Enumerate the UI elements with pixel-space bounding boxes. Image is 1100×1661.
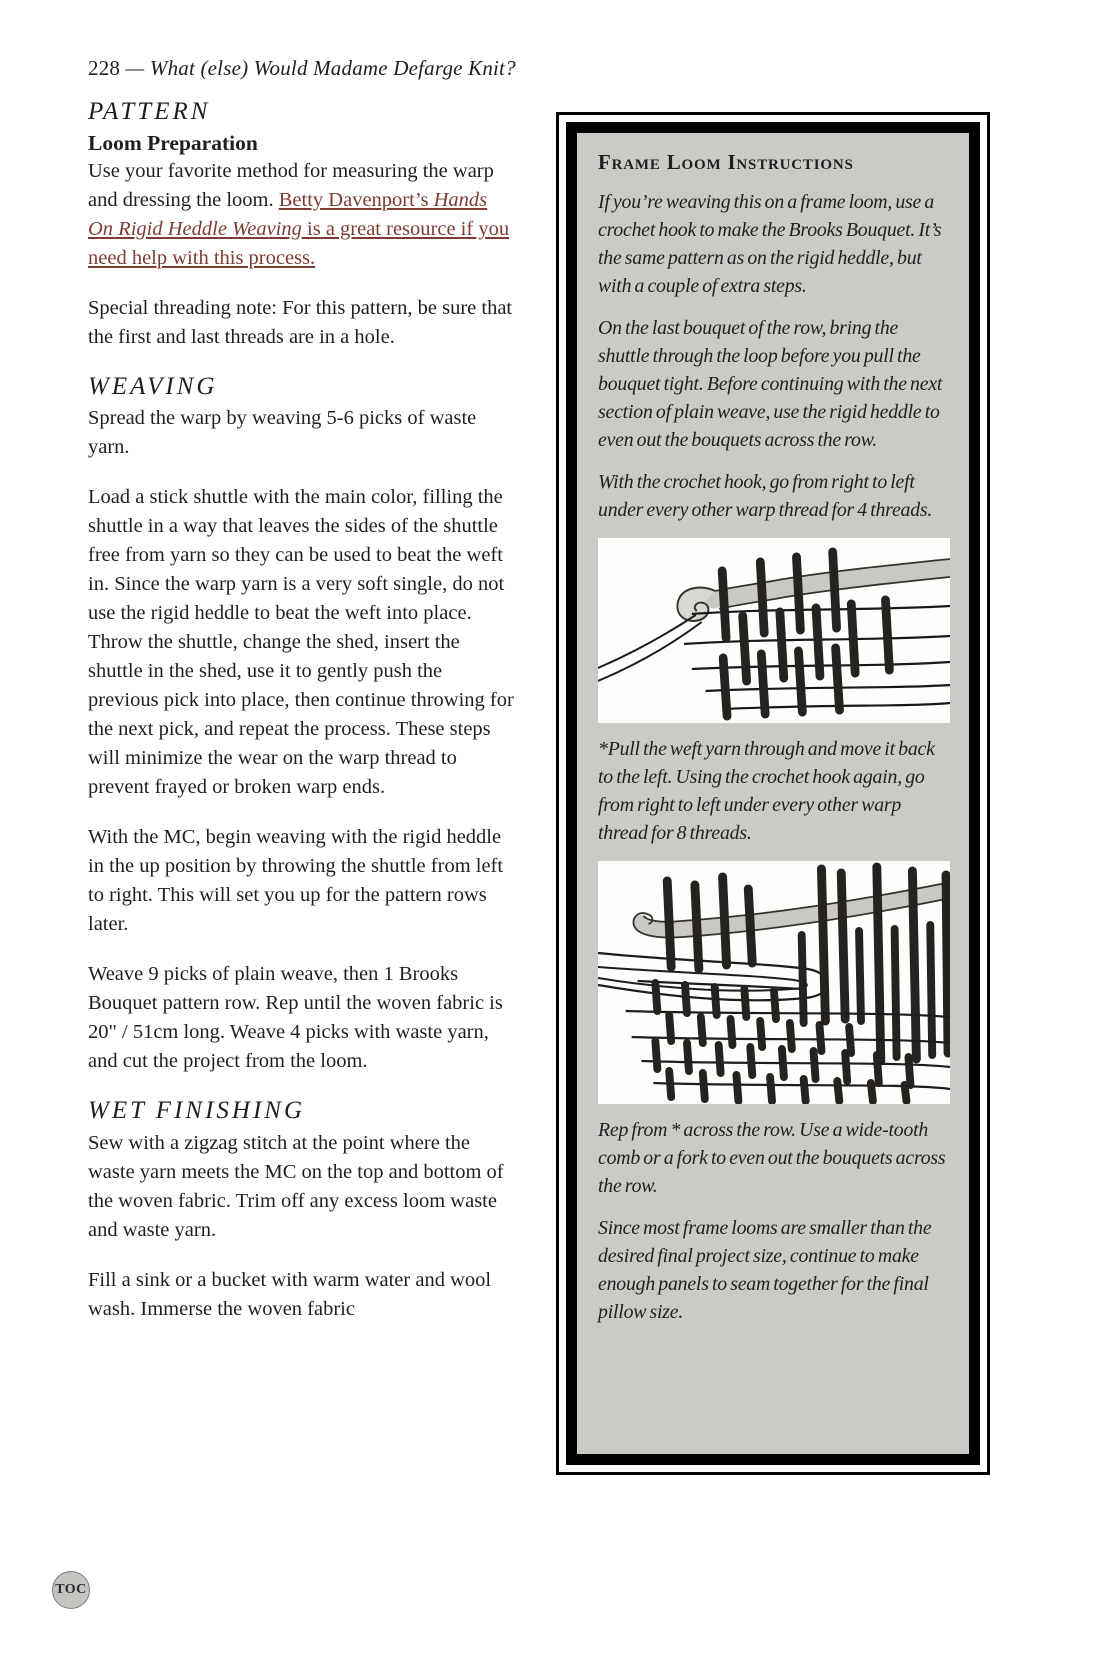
sidebar-paragraph-4: *Pull the weft yarn through and move it back to the left. Using the crochet hook again, go from right to left under every other warp thread for 8 threads.	[598, 738, 935, 845]
stick-shuttle-paragraph: Load a stick shuttle with the main color, filling the shuttle in a way that leaves the sides of the shuttle free from yarn so they can be used to beat the weft in. Since the warp yarn is a very soft single, do not use the rigid heddle to beat the weft into place. Throw the shuttle, change the shed, insert the shuttle in the shed, use it to gently push the previous pick into place, then continue throwing for the next pick, and repeat the process. These steps will minimize the wear on the warp thread to prevent frayed or broken warp ends.	[88, 486, 514, 799]
weaving-diagram-4-threads	[598, 538, 950, 723]
link-text-2: is a great resource if you need help with this process.	[88, 217, 510, 269]
main-column	[88, 98, 516, 1345]
threading-note-paragraph: Special threading note: For this pattern, be sure that the first and last threads are in a hole.	[88, 296, 513, 348]
sidebar-paragraph-5: Rep from * across the row. Use a wide-tooth comb or a fork to even out the bouquets across the row.	[598, 1119, 946, 1198]
loom-preparation-paragraph	[88, 157, 516, 273]
link-book-title: Hands On Rigid Heddle Weaving	[88, 188, 488, 240]
sidebar-paragraph-3: With the crochet hook, go from right to left under every other warp thread for 4 threads.	[598, 471, 933, 522]
page-number: 228	[88, 56, 121, 80]
weaving-heading: WEAVING	[88, 372, 218, 400]
fill-sink-paragraph: Fill a sink or a bucket with warm water and wool wash. Immerse the woven fabric	[88, 1269, 492, 1321]
wet-finishing-heading: WET FINISHING	[88, 1097, 306, 1125]
book-title: What (else) Would Madame Defarge Knit?	[149, 56, 516, 80]
page-header	[88, 56, 516, 81]
spread-warp-paragraph: Spread the warp by weaving 5-6 picks of waste yarn.	[88, 407, 477, 459]
link-text-1: Betty Davenport’s	[278, 188, 434, 211]
weaving-diagram-8-threads	[598, 861, 950, 1104]
loom-prep-text: Use your favorite method for measuring the warp and dressing the loom.	[88, 159, 494, 211]
loom-preparation-heading: Loom Preparation	[88, 130, 258, 155]
sidebar-paragraph-2: On the last bouquet of the row, bring the shuttle through the loop before you pull the bouquet tight. Before continuing with the next section of plain weave, use the rigid heddle to even out the bouquets across the row.	[598, 317, 943, 452]
frame-loom-instructions-title: Frame Loom Instructions	[598, 150, 854, 174]
mc-weaving-paragraph: With the MC, begin weaving with the rigid heddle in the up position by throwing the shuttle from left to right. This will set you up for the pattern rows later.	[88, 826, 504, 936]
header-separator: —	[120, 56, 150, 80]
sidebar-paragraph-6: Since most frame looms are smaller than the desired final project size, continue to make enough panels to seam together for the final pillow size.	[598, 1217, 932, 1324]
frame-loom-instructions-box	[556, 112, 990, 1475]
frame-loom-instructions-content	[566, 122, 980, 1465]
pattern-heading: PATTERN	[88, 98, 211, 125]
weave-9-picks-paragraph: Weave 9 picks of plain weave, then 1 Brooks Bouquet pattern row. Rep until the woven fabric is 20" / 51cm long. Weave 4 picks with waste yarn, and cut the project from the loom.	[88, 963, 503, 1073]
zigzag-stitch-paragraph: Sew with a zigzag stitch at the point where the waste yarn meets the MC on the top and bottom of the woven fabric. Trim off any excess loom waste and waste yarn.	[88, 1132, 504, 1242]
sidebar-paragraph-1: If you’re weaving this on a frame loom, use a crochet hook to make the Brooks Bouquet. It’s the same pattern as on the rigid heddle, but with a couple of extra steps.	[598, 191, 942, 298]
toc-button[interactable]: TOC	[52, 1571, 90, 1609]
